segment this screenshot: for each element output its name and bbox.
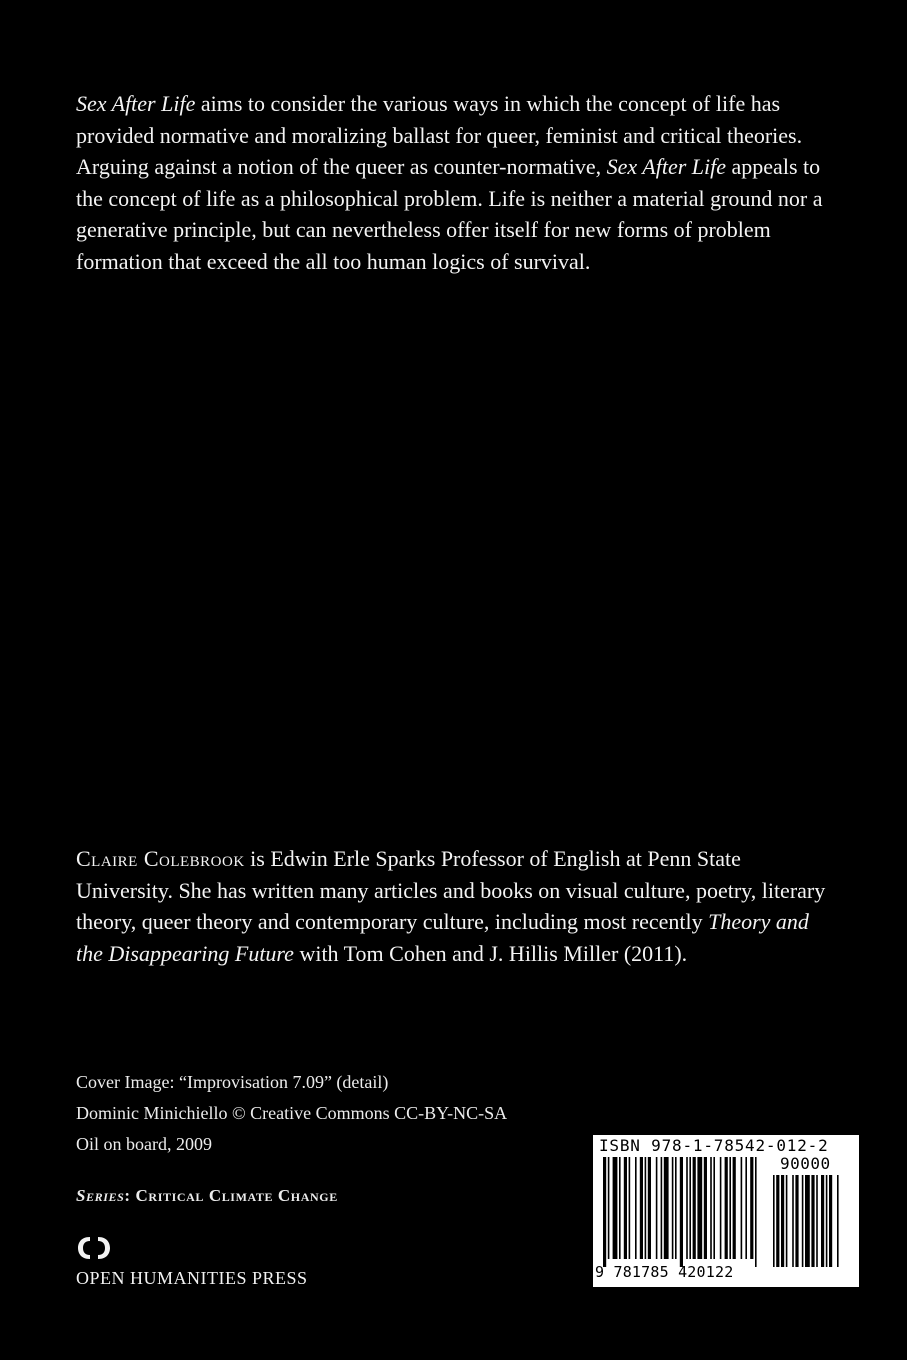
author-bio bbox=[76, 843, 836, 969]
credit-line: Dominic Minichiello © Creative Commons CC-BY-NC-SA bbox=[76, 1103, 508, 1123]
barcode-bar bbox=[656, 1157, 658, 1259]
barcode-bar bbox=[713, 1157, 715, 1259]
isbn-barcode bbox=[593, 1135, 859, 1287]
series-label: Series bbox=[76, 1186, 125, 1205]
barcode-bar bbox=[697, 1157, 702, 1259]
barcode-bar bbox=[741, 1157, 743, 1259]
barcode-bar bbox=[725, 1157, 728, 1259]
barcode-bar bbox=[664, 1157, 669, 1259]
barcode-bar bbox=[816, 1175, 818, 1267]
barcode-bar bbox=[826, 1175, 828, 1267]
series-separator: : bbox=[124, 1186, 136, 1205]
barcode-bar bbox=[733, 1157, 736, 1259]
barcode-bar bbox=[619, 1157, 621, 1259]
bio-text: is Edwin Erle Sparks Professor of English at Penn State University. She has written many articles and books on visual culture, poetry, literary theory, queer theory and contemporary culture, including most recently bbox=[76, 846, 826, 935]
referenced-book-title: Theory and the Disappearing Future bbox=[76, 909, 809, 966]
barcode-bar bbox=[686, 1157, 688, 1259]
barcode-bar bbox=[704, 1157, 707, 1259]
addon-label: 90000 bbox=[780, 1154, 831, 1173]
barcode-bar bbox=[773, 1175, 775, 1267]
blurb-text: appeals to the concept of life as a philosophical problem. Life is neither a material ground nor a generative principle, but can nevertheless offer itself for new forms of problem formation that exceed the all too human logics of survival. bbox=[76, 154, 823, 274]
open-humanities-press-logo-icon bbox=[76, 1234, 112, 1262]
barcode-bar bbox=[635, 1157, 637, 1259]
barcode-bar bbox=[675, 1157, 677, 1259]
barcode-bar bbox=[802, 1175, 804, 1267]
book-title: Sex After Life bbox=[76, 91, 196, 116]
barcode-bar bbox=[745, 1157, 747, 1259]
author-name: Claire Colebrook bbox=[76, 846, 245, 871]
barcode-bar bbox=[837, 1175, 839, 1267]
barcode-bar bbox=[776, 1175, 779, 1267]
barcode-bar bbox=[640, 1157, 643, 1259]
series-line bbox=[76, 1186, 338, 1206]
blurb-text: aims to consider the various ways in which the concept of life has provided normative and moralizing ballast for queer, feminist and critical theories. Arguing against a notion of the queer as counter-normative, bbox=[76, 91, 803, 180]
barcode-bar bbox=[795, 1175, 798, 1267]
barcode-bar bbox=[672, 1157, 674, 1259]
credit-line: Oil on board, 2009 bbox=[76, 1134, 212, 1154]
barcode-bar bbox=[693, 1157, 696, 1259]
barcode-bar bbox=[755, 1157, 757, 1267]
bio-text: with Tom Cohen and J. Hillis Miller (2011). bbox=[293, 940, 688, 966]
publisher-name: OPEN HUMANITIES PRESS bbox=[76, 1268, 308, 1288]
isbn-label: ISBN 978-1-78542-012-2 bbox=[599, 1136, 829, 1155]
barcode-bar bbox=[689, 1157, 691, 1259]
cover-image-credits bbox=[76, 1067, 596, 1160]
credit-line: Cover Image: “Improvisation 7.09” (detail) bbox=[76, 1072, 389, 1092]
barcode-bar bbox=[821, 1175, 824, 1267]
barcode-bar bbox=[781, 1175, 784, 1267]
barcode-bar bbox=[829, 1175, 832, 1267]
barcode-bar bbox=[645, 1157, 647, 1259]
barcode-bar bbox=[729, 1157, 731, 1259]
barcode-bar bbox=[661, 1157, 663, 1259]
book-title: Sex After Life bbox=[606, 154, 727, 180]
barcode-bar bbox=[750, 1157, 753, 1259]
barcode-bar bbox=[624, 1157, 627, 1259]
barcode-bar bbox=[603, 1157, 606, 1267]
barcode-bar bbox=[792, 1175, 794, 1267]
barcode-bar bbox=[811, 1175, 814, 1267]
barcode-bar bbox=[786, 1175, 788, 1267]
barcode-bar bbox=[680, 1157, 683, 1267]
series-name: Critical Climate Change bbox=[135, 1186, 338, 1205]
back-cover-blurb bbox=[76, 88, 836, 278]
barcode-bar bbox=[710, 1157, 712, 1259]
barcode-bar bbox=[608, 1157, 610, 1259]
barcode-bar bbox=[613, 1157, 618, 1259]
barcode-bar bbox=[720, 1157, 722, 1259]
ean-digits: 9 781785 420122 bbox=[595, 1263, 734, 1281]
barcode-bar bbox=[629, 1157, 631, 1259]
barcode-bar bbox=[648, 1157, 651, 1259]
barcode-bar bbox=[805, 1175, 810, 1267]
